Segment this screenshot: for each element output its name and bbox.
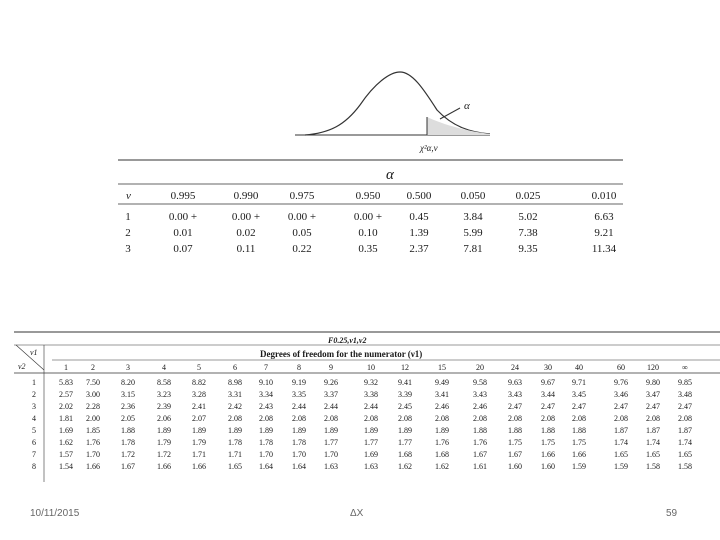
f-column-header: 40 bbox=[575, 363, 583, 372]
f-cell: 1.60 bbox=[541, 462, 555, 471]
chi-cell: 0.10 bbox=[358, 227, 378, 239]
f-cell: 1.66 bbox=[157, 462, 171, 471]
f-column-header: 1 bbox=[64, 363, 68, 372]
f-cell: 1.69 bbox=[364, 450, 378, 459]
f-title: F0.25,ν1,ν2 bbox=[328, 336, 367, 345]
f-cell: 2.47 bbox=[541, 402, 555, 411]
f-cell: 1.71 bbox=[228, 450, 242, 459]
f-cell: 3.46 bbox=[614, 390, 628, 399]
f-cell: 1.72 bbox=[157, 450, 171, 459]
f-row bbox=[32, 438, 692, 447]
chi-cell: 0.00 + bbox=[168, 211, 198, 223]
footer-page-number: 59 bbox=[666, 508, 678, 519]
chi-header-row bbox=[126, 190, 617, 202]
f-column-header: 15 bbox=[438, 363, 446, 372]
chi-cell: 2.37 bbox=[409, 243, 429, 255]
f-cell: 1.89 bbox=[157, 426, 171, 435]
f-column-header: 7 bbox=[264, 363, 268, 372]
f-cell: 1.70 bbox=[292, 450, 306, 459]
footer-date: 10/11/2015 bbox=[30, 508, 80, 519]
f-cell: 1.62 bbox=[398, 462, 412, 471]
f-cell: 3.41 bbox=[435, 390, 449, 399]
f-row-label: 4 bbox=[32, 414, 36, 423]
f-cell: 1.79 bbox=[192, 438, 206, 447]
f-cell: 1.65 bbox=[678, 450, 692, 459]
f-cell: 1.77 bbox=[364, 438, 378, 447]
f-column-header: 6 bbox=[233, 363, 237, 372]
f-cell: 1.66 bbox=[86, 462, 100, 471]
f-cell: 1.71 bbox=[192, 450, 206, 459]
f-cell: 2.02 bbox=[59, 402, 73, 411]
f-cell: 3.37 bbox=[324, 390, 338, 399]
f-row-label: 3 bbox=[32, 402, 36, 411]
f-row-label: 8 bbox=[32, 462, 36, 471]
f-cell: 1.81 bbox=[59, 414, 73, 423]
f-cell: 1.79 bbox=[157, 438, 171, 447]
f-cell: 2.08 bbox=[572, 414, 586, 423]
f-cell: 2.36 bbox=[121, 402, 135, 411]
f-cell: 2.44 bbox=[324, 402, 338, 411]
f-row bbox=[32, 402, 692, 411]
f-cell: 1.74 bbox=[614, 438, 628, 447]
f-cell: 7.50 bbox=[86, 378, 100, 387]
f-cell: 1.75 bbox=[508, 438, 522, 447]
chi-cell: 3 bbox=[125, 243, 131, 255]
chi-cell: 0.00 + bbox=[287, 211, 317, 223]
f-cell: 1.70 bbox=[86, 450, 100, 459]
chi-cell: 0.07 bbox=[173, 243, 193, 255]
chi-cell: 5.99 bbox=[463, 227, 483, 239]
nu2-label: ν2 bbox=[18, 362, 26, 371]
chi-cell: 0.35 bbox=[358, 243, 378, 255]
f-cell: 2.57 bbox=[59, 390, 73, 399]
f-cell: 2.07 bbox=[192, 414, 206, 423]
f-cell: 2.47 bbox=[678, 402, 692, 411]
f-cell: 2.39 bbox=[157, 402, 171, 411]
f-cell: 1.65 bbox=[228, 462, 242, 471]
f-cell: 1.63 bbox=[364, 462, 378, 471]
alpha-arrow bbox=[440, 108, 460, 119]
f-cell: 1.89 bbox=[324, 426, 338, 435]
f-cell: 1.54 bbox=[59, 462, 73, 471]
f-column-header: 120 bbox=[647, 363, 659, 372]
chi-cell: 6.63 bbox=[594, 211, 614, 223]
f-cell: 1.68 bbox=[398, 450, 412, 459]
f-cell: 1.89 bbox=[292, 426, 306, 435]
chi-cell: 0.02 bbox=[236, 227, 256, 239]
chi-cell: 1 bbox=[125, 211, 131, 223]
f-cell: 9.19 bbox=[292, 378, 306, 387]
f-cell: 9.85 bbox=[678, 378, 692, 387]
chi-header-cell: 0.950 bbox=[355, 190, 381, 202]
f-cell: 1.88 bbox=[473, 426, 487, 435]
f-cell: 1.76 bbox=[86, 438, 100, 447]
chi-cell: 1.39 bbox=[409, 227, 429, 239]
f-cell: 9.58 bbox=[473, 378, 487, 387]
f-column-header: 60 bbox=[617, 363, 625, 372]
f-cell: 1.63 bbox=[324, 462, 338, 471]
f-cell: 3.15 bbox=[121, 390, 135, 399]
f-cell: 3.39 bbox=[398, 390, 412, 399]
f-cell: 1.69 bbox=[59, 426, 73, 435]
f-cell: 3.45 bbox=[572, 390, 586, 399]
f-column-header: 5 bbox=[197, 363, 201, 372]
chi-header-cell: 0.025 bbox=[515, 190, 541, 202]
f-cell: 1.74 bbox=[678, 438, 692, 447]
f-cell: 1.64 bbox=[259, 462, 273, 471]
f-body bbox=[32, 378, 692, 471]
f-cell: 9.32 bbox=[364, 378, 378, 387]
f-cell: 1.87 bbox=[678, 426, 692, 435]
f-header-row bbox=[64, 363, 688, 372]
f-cell: 1.62 bbox=[59, 438, 73, 447]
chi-cell: 11.34 bbox=[591, 243, 617, 255]
f-column-header: 10 bbox=[367, 363, 375, 372]
f-column-header: 8 bbox=[297, 363, 301, 372]
f-distribution-table bbox=[14, 330, 720, 482]
f-cell: 3.44 bbox=[541, 390, 555, 399]
f-cell: 1.70 bbox=[259, 450, 273, 459]
f-cell: 1.89 bbox=[364, 426, 378, 435]
f-cell: 2.00 bbox=[86, 414, 100, 423]
f-cell: 1.88 bbox=[121, 426, 135, 435]
f-cell: 1.75 bbox=[541, 438, 555, 447]
f-cell: 1.58 bbox=[678, 462, 692, 471]
f-cell: 3.00 bbox=[86, 390, 100, 399]
f-cell: 8.58 bbox=[157, 378, 171, 387]
chi-cell: 9.21 bbox=[594, 227, 614, 239]
f-cell: 1.87 bbox=[646, 426, 660, 435]
f-cell: 3.43 bbox=[473, 390, 487, 399]
f-cell: 1.89 bbox=[435, 426, 449, 435]
f-column-header: 2 bbox=[91, 363, 95, 372]
f-cell: 3.23 bbox=[157, 390, 171, 399]
chi-header-cell: 0.995 bbox=[170, 190, 196, 202]
chi-header-cell: 0.050 bbox=[460, 190, 486, 202]
f-cell: 2.08 bbox=[508, 414, 522, 423]
f-cell: 1.75 bbox=[572, 438, 586, 447]
f-cell: 1.65 bbox=[646, 450, 660, 459]
f-cell: 8.20 bbox=[121, 378, 135, 387]
chi-header-cell: ν bbox=[126, 190, 131, 202]
f-cell: 1.88 bbox=[572, 426, 586, 435]
chi-cell: 5.02 bbox=[518, 211, 538, 223]
f-cell: 2.08 bbox=[259, 414, 273, 423]
f-row bbox=[32, 414, 692, 423]
f-cell: 8.98 bbox=[228, 378, 242, 387]
f-cell: 1.67 bbox=[508, 450, 522, 459]
f-cell: 1.89 bbox=[259, 426, 273, 435]
f-cell: 1.66 bbox=[572, 450, 586, 459]
chi-cell: 2 bbox=[125, 227, 131, 239]
f-cell: 1.78 bbox=[228, 438, 242, 447]
chi-header-cell: 0.975 bbox=[289, 190, 315, 202]
curve-chi-label: χ²α,ν bbox=[420, 143, 438, 153]
chi-header-cell: 0.990 bbox=[233, 190, 259, 202]
f-cell: 1.61 bbox=[473, 462, 487, 471]
f-row-label: 5 bbox=[32, 426, 36, 435]
chi-cell: 0.11 bbox=[236, 243, 256, 255]
f-cell: 1.59 bbox=[572, 462, 586, 471]
f-cell: 1.64 bbox=[292, 462, 306, 471]
f-cell: 9.10 bbox=[259, 378, 273, 387]
chi-row bbox=[125, 243, 616, 255]
f-cell: 1.77 bbox=[398, 438, 412, 447]
f-cell: 3.47 bbox=[646, 390, 660, 399]
f-column-header: 3 bbox=[126, 363, 130, 372]
f-column-header: 30 bbox=[544, 363, 552, 372]
chi-cell: 0.01 bbox=[173, 227, 193, 239]
footer-center: ΔX bbox=[350, 508, 364, 519]
f-row-label: 2 bbox=[32, 390, 36, 399]
f-cell: 5.83 bbox=[59, 378, 73, 387]
f-cell: 3.35 bbox=[292, 390, 306, 399]
f-cell: 1.66 bbox=[541, 450, 555, 459]
curve-alpha-label: α bbox=[464, 100, 470, 112]
f-cell: 1.67 bbox=[473, 450, 487, 459]
f-cell: 9.41 bbox=[398, 378, 412, 387]
f-cell: 1.89 bbox=[228, 426, 242, 435]
chi-header-cell: 0.010 bbox=[591, 190, 617, 202]
chi-square-table bbox=[118, 158, 623, 260]
chi-cell: 0.45 bbox=[409, 211, 429, 223]
f-cell: 1.70 bbox=[324, 450, 338, 459]
density-curve bbox=[305, 72, 490, 135]
f-cell: 1.67 bbox=[121, 462, 135, 471]
f-cell: 3.34 bbox=[259, 390, 273, 399]
f-cell: 3.31 bbox=[228, 390, 242, 399]
chi-row bbox=[125, 211, 614, 223]
f-cell: 1.60 bbox=[508, 462, 522, 471]
f-cell: 2.08 bbox=[324, 414, 338, 423]
f-cell: 2.41 bbox=[192, 402, 206, 411]
f-cell: 1.76 bbox=[473, 438, 487, 447]
chi-cell: 3.84 bbox=[463, 211, 483, 223]
f-row-label: 1 bbox=[32, 378, 36, 387]
f-cell: 3.38 bbox=[364, 390, 378, 399]
chi-cell: 0.22 bbox=[292, 243, 312, 255]
f-cell: 9.71 bbox=[572, 378, 586, 387]
f-cell: 2.08 bbox=[678, 414, 692, 423]
f-cell: 2.08 bbox=[228, 414, 242, 423]
f-cell: 1.78 bbox=[121, 438, 135, 447]
f-cell: 2.42 bbox=[228, 402, 242, 411]
nu1-label: ν1 bbox=[30, 348, 38, 357]
f-row bbox=[32, 426, 692, 435]
f-cell: 2.47 bbox=[572, 402, 586, 411]
chi-body bbox=[125, 211, 616, 255]
f-cell: 1.58 bbox=[646, 462, 660, 471]
f-cell: 2.47 bbox=[508, 402, 522, 411]
f-cell: 1.68 bbox=[435, 450, 449, 459]
f-cell: 1.66 bbox=[192, 462, 206, 471]
f-column-header: 9 bbox=[329, 363, 333, 372]
dof-label: Degrees of freedom for the numerator (ν1) bbox=[260, 349, 423, 359]
f-cell: 1.88 bbox=[541, 426, 555, 435]
f-cell: 2.43 bbox=[259, 402, 273, 411]
f-cell: 2.44 bbox=[292, 402, 306, 411]
f-cell: 8.82 bbox=[192, 378, 206, 387]
alpha-header: α bbox=[386, 167, 394, 183]
chi-cell: 7.81 bbox=[463, 243, 483, 255]
f-cell: 1.77 bbox=[324, 438, 338, 447]
f-row bbox=[32, 450, 692, 459]
f-cell: 2.08 bbox=[646, 414, 660, 423]
f-cell: 2.08 bbox=[541, 414, 555, 423]
chi-cell: 7.38 bbox=[518, 227, 538, 239]
f-cell: 2.44 bbox=[364, 402, 378, 411]
chi-cell: 9.35 bbox=[518, 243, 538, 255]
f-cell: 2.08 bbox=[473, 414, 487, 423]
chi-square-curve bbox=[290, 55, 490, 167]
f-row-label: 7 bbox=[32, 450, 36, 459]
f-cell: 9.26 bbox=[324, 378, 338, 387]
f-cell: 2.45 bbox=[398, 402, 412, 411]
f-cell: 1.87 bbox=[614, 426, 628, 435]
f-cell: 9.63 bbox=[508, 378, 522, 387]
f-cell: 1.57 bbox=[59, 450, 73, 459]
f-cell: 2.46 bbox=[473, 402, 487, 411]
f-cell: 1.76 bbox=[435, 438, 449, 447]
f-column-header: 4 bbox=[162, 363, 166, 372]
f-cell: 2.08 bbox=[364, 414, 378, 423]
f-column-header: 24 bbox=[511, 363, 519, 372]
f-cell: 3.28 bbox=[192, 390, 206, 399]
f-cell: 2.08 bbox=[435, 414, 449, 423]
chi-cell: 0.00 + bbox=[231, 211, 261, 223]
f-column-header: 12 bbox=[401, 363, 409, 372]
chi-cell: 0.05 bbox=[292, 227, 312, 239]
f-cell: 9.76 bbox=[614, 378, 628, 387]
f-cell: 2.46 bbox=[435, 402, 449, 411]
f-cell: 9.67 bbox=[541, 378, 555, 387]
f-row bbox=[32, 378, 692, 387]
f-cell: 1.89 bbox=[192, 426, 206, 435]
chi-row bbox=[125, 227, 613, 239]
f-cell: 2.06 bbox=[157, 414, 171, 423]
f-cell: 1.72 bbox=[121, 450, 135, 459]
f-column-header: 20 bbox=[476, 363, 484, 372]
f-cell: 1.89 bbox=[398, 426, 412, 435]
f-cell: 9.49 bbox=[435, 378, 449, 387]
f-cell: 3.43 bbox=[508, 390, 522, 399]
chi-header-cell: 0.500 bbox=[406, 190, 432, 202]
f-cell: 1.88 bbox=[508, 426, 522, 435]
f-cell: 9.80 bbox=[646, 378, 660, 387]
f-cell: 1.59 bbox=[614, 462, 628, 471]
f-cell: 1.74 bbox=[646, 438, 660, 447]
f-row bbox=[32, 390, 692, 399]
f-cell: 1.62 bbox=[435, 462, 449, 471]
f-cell: 1.78 bbox=[259, 438, 273, 447]
f-cell: 2.47 bbox=[646, 402, 660, 411]
f-column-header: ∞ bbox=[682, 363, 688, 372]
f-cell: 2.08 bbox=[614, 414, 628, 423]
f-cell: 2.08 bbox=[292, 414, 306, 423]
f-cell: 1.78 bbox=[292, 438, 306, 447]
f-cell: 2.08 bbox=[398, 414, 412, 423]
f-cell: 2.05 bbox=[121, 414, 135, 423]
f-row bbox=[32, 462, 692, 471]
chi-cell: 0.00 + bbox=[353, 211, 383, 223]
f-cell: 1.85 bbox=[86, 426, 100, 435]
f-cell: 3.48 bbox=[678, 390, 692, 399]
f-cell: 2.47 bbox=[614, 402, 628, 411]
f-cell: 1.65 bbox=[614, 450, 628, 459]
f-row-label: 6 bbox=[32, 438, 36, 447]
f-cell: 2.28 bbox=[86, 402, 100, 411]
